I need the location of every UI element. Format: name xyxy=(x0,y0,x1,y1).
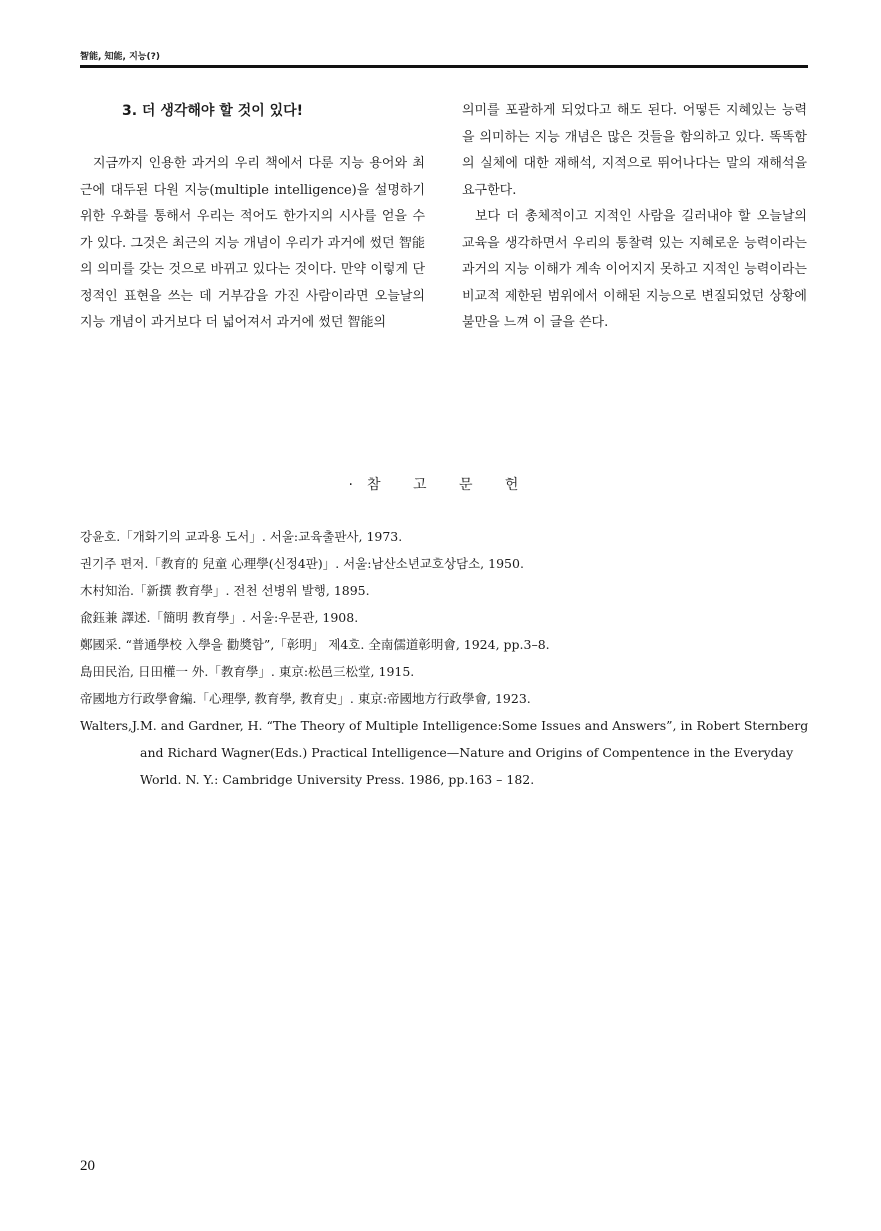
reference-item: 강윤호.「개화기의 교과용 도서」. 서울:교육출판사, 1973. xyxy=(80,529,403,544)
reference-item: 兪鈺兼 譯述.「簡明 教育學」. 서울:우문관, 1908. xyxy=(80,610,359,625)
reference-item: Walters,J.M. and Gardner, H. “The Theory of Multiple Intelligence:Some Issues and Answers”, in Robert Sternberg and Richard Wagner(Eds.) Practical Intelligence—Nature and Origins of Compentence in the Everyday World. N. Y.: Cambridge University Press. 1986, pp.163 – 182. xyxy=(80,718,809,787)
reference-item: 帝國地方行政學會編.「心理學, 教育學, 教育史」. 東京:帝國地方行政學會, 1923. xyxy=(80,691,531,706)
left-column xyxy=(80,98,425,337)
header-rule xyxy=(80,65,808,68)
page-number: 20 xyxy=(80,1158,95,1174)
body-paragraph-right-2: 보다 더 총체적이고 지적인 사람을 길러내야 할 오늘날의 교육을 생각하면서 우리의 통찰력 있는 지혜로운 능력이라는 과거의 지능 이해가 계속 이어지지 못하고 지적인 능력이라는 비교적 제한된 범위에서 이해된 지능으로 변질되었던 상황에 불만을 느껴 이 글을 쓴다. xyxy=(462,209,807,330)
body-paragraph-right-1: 의미를 포괄하게 되었다고 해도 된다. 어떻든 지혜있는 능력을 의미하는 지능 개념은 많은 것들을 함의하고 있다. 똑똑함의 실체에 대한 재해석, 지적으로 뛰어나다는 말의 재해석을 요구한다. xyxy=(462,103,807,198)
reference-item: 鄭國采. “普通學校 入學을 勸奬함”,「彰明」 제4호. 全南儒道彰明會, 1924, pp.3–8. xyxy=(80,637,550,652)
reference-item: 권기주 편저.「教育的 兒童 心理學(신정4판)」. 서울:남산소년교호상담소, 1950. xyxy=(80,556,524,571)
body-paragraph-left: 지금까지 인용한 과거의 우리 책에서 다룬 지능 용어와 최근에 대두된 다원 지능(multiple intelligence)을 설명하기 위한 우화를 통해서 우리는 적어도 한가지의 시사를 얻을 수가 있다. 그것은 최근의 지능 개념이 우리가 과거에 썼던 智能의 의미를 갖는 것으로 바뀌고 있다는 것이다. 만약 이렇게 단정적인 표현을 쓰는 데 거부감을 가진 사람이라면 오늘날의 지능 개념이 과거보다 더 넓어져서 과거에 썼던 智能의 xyxy=(80,156,425,330)
reference-list xyxy=(80,523,810,793)
reference-item: 島田民治, 日田權一 外.「教育學」. 東京:松邑三松堂, 1915. xyxy=(80,664,415,679)
right-column xyxy=(462,98,807,337)
running-head: 智能, 知能, 지능(?) xyxy=(80,52,160,62)
reference-item: 木村知治.「新撰 教育學」. 전천 선병위 발행, 1895. xyxy=(80,583,370,598)
section-title: 3. 더 생각해야 할 것이 있다! xyxy=(122,103,304,119)
references-heading: ·참 고 문 헌 xyxy=(348,477,533,493)
